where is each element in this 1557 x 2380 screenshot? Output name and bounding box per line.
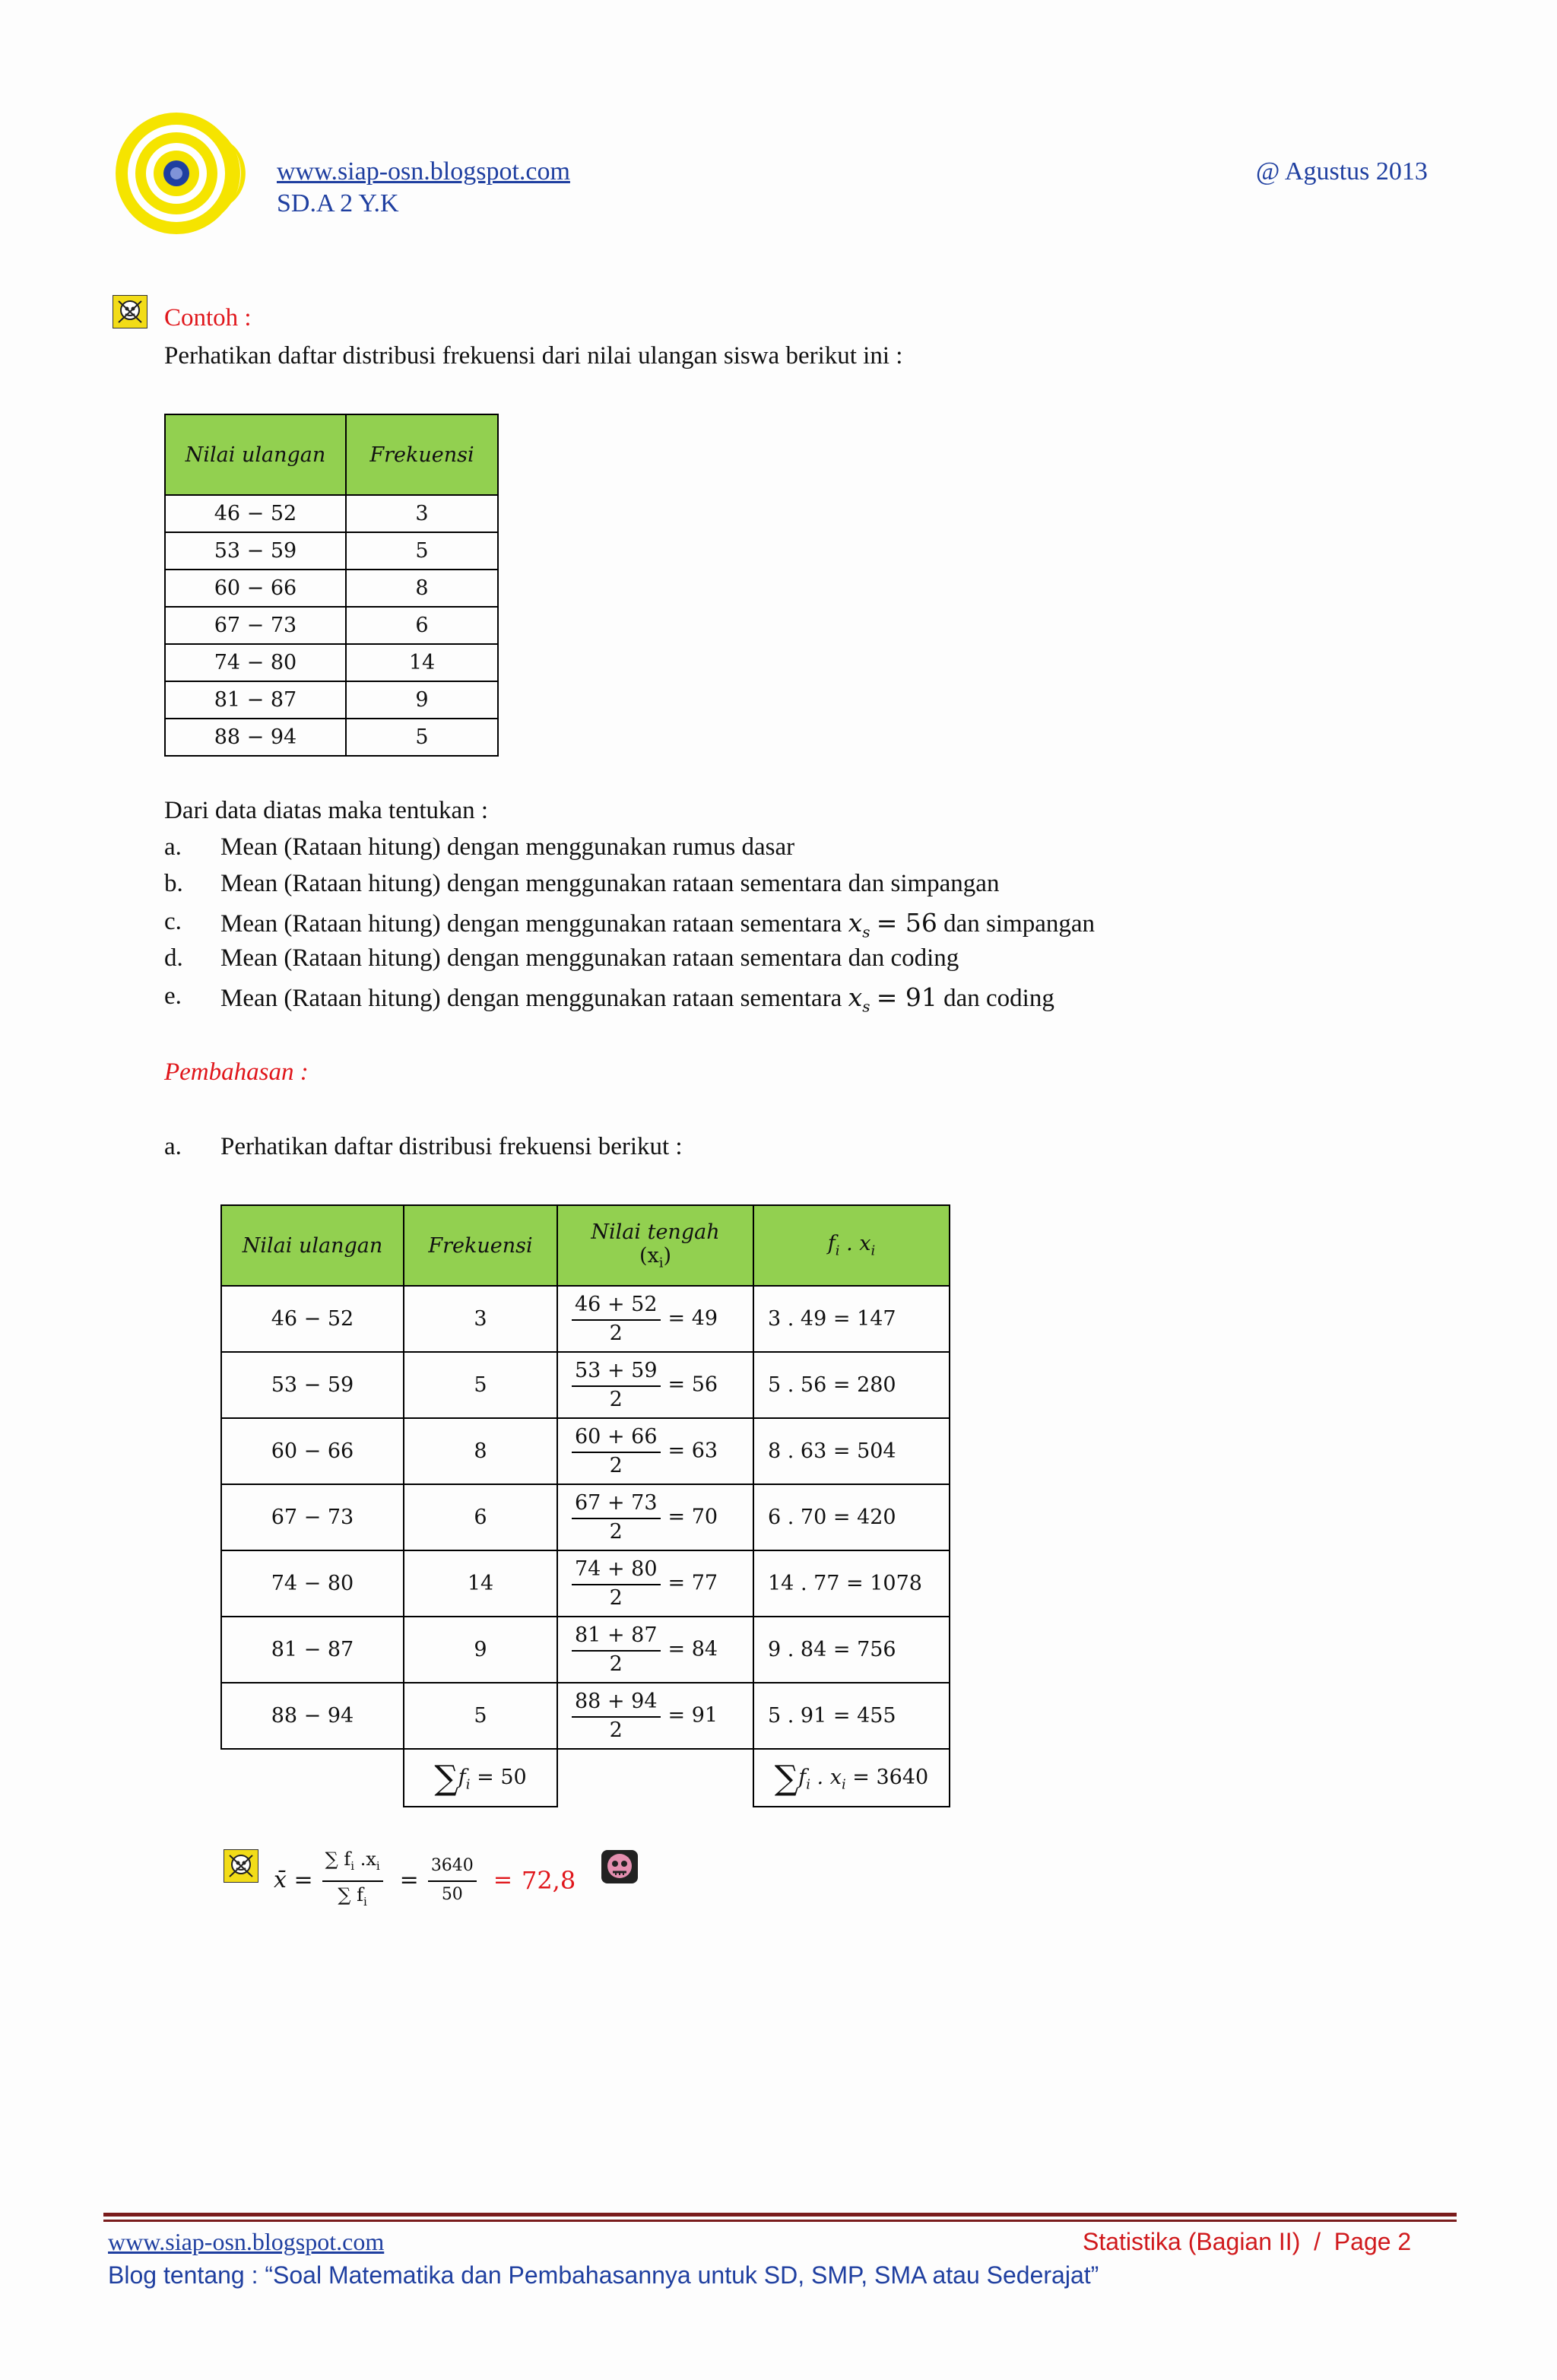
fraction-denominator: 2 — [609, 1585, 623, 1610]
table-header-row — [165, 414, 498, 495]
mean-denominator: ∑ $f_i$ — [338, 1883, 367, 1909]
midpoint-cell — [557, 1418, 753, 1484]
fraction — [572, 1490, 661, 1545]
table-header-row — [221, 1205, 950, 1286]
product-cell: 5 . 91 = 455 — [753, 1683, 950, 1749]
frequency-cell: 6 — [404, 1484, 557, 1550]
frequency-table — [164, 414, 499, 757]
equals-sign: = — [399, 1867, 419, 1894]
interval-cell: 81 − 87 — [165, 681, 346, 719]
midpoint-cell — [557, 1617, 753, 1683]
question-text: Mean (Rataan hitung) dengan menggunakan rataan sementara — [220, 910, 842, 938]
product-cell: 3 . 49 = 147 — [753, 1286, 950, 1352]
sum-product-cell — [753, 1749, 950, 1807]
question-letter: d. — [164, 944, 183, 972]
fi-xi-symbol: $f_i$ . $x_i$ — [798, 1765, 846, 1792]
frequency-cell: 9 — [404, 1617, 557, 1683]
fraction-numerator: 81 + 87 — [572, 1623, 661, 1652]
xi-sub2: i — [870, 1242, 876, 1259]
interval-cell: 46 − 52 — [221, 1286, 404, 1352]
fraction-denominator: 2 — [609, 1718, 623, 1742]
fraction — [572, 1557, 661, 1611]
footer-page: Statistika (Bagian II) / Page 2 — [1083, 2228, 1412, 2255]
fraction-numerator: 88 + 94 — [572, 1689, 661, 1718]
interval-cell: 67 − 73 — [165, 607, 346, 644]
table-row — [165, 495, 498, 532]
table-row — [221, 1683, 950, 1749]
header-date: @ Agustus 2013 — [1256, 157, 1428, 186]
value-denominator: 50 — [441, 1884, 463, 1904]
fraction-denominator: 2 — [609, 1453, 623, 1477]
mean-result: 72,8 — [521, 1865, 576, 1895]
fraction-numerator: 67 + 73 — [572, 1490, 661, 1519]
solution-heading: Pembahasan : — [164, 1058, 309, 1086]
frequency-cell: 8 — [404, 1418, 557, 1484]
midpoint-cell — [557, 1352, 753, 1418]
fraction-numerator: 53 + 59 — [572, 1358, 661, 1387]
table-row — [165, 532, 498, 570]
sum-f-den-text: ∑ f — [338, 1883, 364, 1906]
sigma-icon: ∑ — [774, 1758, 799, 1798]
xi-x: . x — [839, 1232, 871, 1256]
mean-formula — [274, 1846, 576, 1915]
interval-cell: 88 − 94 — [165, 719, 346, 756]
frequency-cell: 5 — [404, 1683, 557, 1749]
table-row — [165, 644, 498, 681]
question-intro: Dari data diatas maka tentukan : — [164, 797, 489, 824]
interval-cell: 60 − 66 — [165, 570, 346, 607]
interval-cell: 67 − 73 — [221, 1484, 404, 1550]
header-fi-xi — [753, 1205, 950, 1286]
table-row — [165, 681, 498, 719]
part-a-letter: a. — [164, 1133, 182, 1160]
table-row — [165, 570, 498, 607]
sigma-icon: ∑ — [434, 1758, 458, 1798]
sum-frequency-cell — [404, 1749, 557, 1807]
frequency-cell: 6 — [346, 607, 498, 644]
example-heading: Contoh : — [164, 304, 252, 332]
midpoint-table — [220, 1204, 950, 1807]
interval-cell: 53 − 59 — [165, 532, 346, 570]
frequency-cell: 5 — [404, 1352, 557, 1418]
header-url[interactable]: www.siap-osn.blogspot.com — [277, 157, 570, 186]
header-nilai-ulangan: Nilai ulangan — [165, 414, 346, 495]
product-cell: 6 . 70 = 420 — [753, 1484, 950, 1550]
frequency-cell: 5 — [346, 532, 498, 570]
site-logo — [114, 105, 258, 242]
table-row — [221, 1550, 950, 1617]
xs-value: = 91 — [876, 982, 937, 1012]
product-cell: 14 . 77 = 1078 — [753, 1550, 950, 1617]
xi-close: ) — [663, 1243, 672, 1268]
question-letter: a. — [164, 833, 182, 861]
fraction-denominator: 2 — [609, 1519, 623, 1544]
interval-cell: 46 − 52 — [165, 495, 346, 532]
midpoint-value: = 63 — [668, 1439, 718, 1462]
interval-cell: 53 − 59 — [221, 1352, 404, 1418]
header-xi — [558, 1244, 753, 1271]
question-letter: b. — [164, 870, 183, 897]
midpoint-value: = 84 — [668, 1637, 718, 1661]
footer-divider — [103, 2213, 1457, 2217]
fraction-denominator: 2 — [609, 1387, 623, 1411]
table-row — [165, 607, 498, 644]
value-fraction — [428, 1853, 477, 1908]
question-tail: dan simpangan — [943, 910, 1095, 938]
frequency-cell: 9 — [346, 681, 498, 719]
part-a-text: Perhatikan daftar distribusi frekuensi berikut : — [220, 1133, 683, 1160]
header-nilai-tengah — [557, 1205, 753, 1286]
interval-cell: 74 − 80 — [221, 1550, 404, 1617]
fraction — [572, 1292, 661, 1347]
product-cell: 8 . 63 = 504 — [753, 1418, 950, 1484]
table-row — [221, 1617, 950, 1683]
question-text-e — [220, 982, 1054, 1016]
interval-cell: 81 − 87 — [221, 1617, 404, 1683]
interval-cell: 74 − 80 — [165, 644, 346, 681]
interval-cell: 88 − 94 — [221, 1683, 404, 1749]
sum-row — [221, 1749, 950, 1807]
midpoint-value: = 56 — [668, 1372, 718, 1396]
fraction-numerator: 46 + 52 — [572, 1292, 661, 1321]
fi-f: f — [827, 1232, 836, 1256]
xi-sub: i — [658, 1255, 664, 1271]
footer-blog: Blog tentang : “Soal Matematika dan Pembahasannya untuk SD, SMP, SMA atau Sederajat” — [108, 2261, 1099, 2289]
equals-sign-red: = — [493, 1867, 512, 1894]
midpoint-value: = 70 — [668, 1505, 718, 1528]
midpoint-value: = 91 — [668, 1703, 718, 1727]
xs-symbol: $x_s$ — [848, 982, 870, 1016]
header-nilai-ulangan: Nilai ulangan — [221, 1205, 404, 1286]
midpoint-value: = 49 — [668, 1306, 718, 1330]
frequency-cell: 14 — [404, 1550, 557, 1617]
xi-open: (x — [639, 1243, 659, 1268]
midpoint-cell — [557, 1484, 753, 1550]
product-cell: 9 . 84 = 756 — [753, 1617, 950, 1683]
value-numerator: 3640 — [428, 1853, 477, 1882]
pirate-flag-icon — [224, 1849, 258, 1883]
table-row — [221, 1484, 950, 1550]
footer-divider — [103, 2220, 1457, 2222]
frequency-cell: 14 — [346, 644, 498, 681]
sum-f-value: = 50 — [477, 1765, 527, 1789]
mean-fraction — [322, 1846, 383, 1915]
pink-skull-icon — [601, 1849, 639, 1884]
table-row — [165, 719, 498, 756]
footer-url[interactable]: www.siap-osn.blogspot.com — [108, 2228, 385, 2255]
frequency-cell: 3 — [404, 1286, 557, 1352]
example-intro: Perhatikan daftar distribusi frekuensi dari nilai ulangan siswa berikut ini : — [164, 342, 903, 370]
question-letter: c. — [164, 908, 182, 935]
xs-symbol: $x_s$ — [848, 908, 870, 941]
fraction-numerator: 74 + 80 — [572, 1557, 661, 1585]
table-row — [221, 1352, 950, 1418]
frequency-cell: 3 — [346, 495, 498, 532]
midpoint-value: = 77 — [668, 1571, 718, 1595]
header-nilai-tengah-label: Nilai tengah — [591, 1220, 720, 1244]
blank-cell — [557, 1749, 753, 1807]
fi-sub: i — [835, 1242, 840, 1259]
blank-cell — [221, 1749, 404, 1807]
fraction — [572, 1358, 661, 1413]
table-row — [221, 1286, 950, 1352]
question-text: Mean (Rataan hitung) dengan menggunakan rumus dasar — [220, 833, 795, 861]
fraction-denominator: 2 — [609, 1652, 623, 1676]
interval-cell: 60 − 66 — [221, 1418, 404, 1484]
sum-f-text: ∑ f — [325, 1848, 351, 1870]
question-text: Mean (Rataan hitung) dengan menggunakan rataan sementara dan coding — [220, 944, 959, 972]
header-author: SD.A 2 Y.K — [277, 189, 399, 217]
fraction-denominator: 2 — [609, 1321, 623, 1345]
fi-symbol: $f_i$ — [458, 1765, 471, 1792]
pirate-flag-icon — [113, 295, 147, 328]
frequency-cell: 5 — [346, 719, 498, 756]
mean-lhs: x̄ = — [274, 1867, 313, 1894]
xs-value: = 56 — [876, 908, 937, 938]
header-frekuensi: Frekuensi — [404, 1205, 557, 1286]
product-cell: 5 . 56 = 280 — [753, 1352, 950, 1418]
question-letter: e. — [164, 982, 182, 1010]
midpoint-cell — [557, 1286, 753, 1352]
question-text: Mean (Rataan hitung) dengan menggunakan rataan sementara dan simpangan — [220, 870, 1000, 897]
mean-numerator: ∑ $f_i$ $.x_i$ — [322, 1846, 383, 1882]
fraction — [572, 1424, 661, 1479]
question-text: Mean (Rataan hitung) dengan menggunakan rataan sementara — [220, 985, 842, 1012]
header-frekuensi: Frekuensi — [346, 414, 498, 495]
question-text-c — [220, 908, 1095, 941]
frequency-cell: 8 — [346, 570, 498, 607]
fraction — [572, 1689, 661, 1744]
midpoint-cell — [557, 1683, 753, 1749]
question-tail: dan coding — [943, 985, 1054, 1012]
midpoint-cell — [557, 1550, 753, 1617]
fraction — [572, 1623, 661, 1677]
sum-fx-value: = 3640 — [852, 1765, 929, 1789]
table-row — [221, 1418, 950, 1484]
fraction-numerator: 60 + 66 — [572, 1424, 661, 1453]
